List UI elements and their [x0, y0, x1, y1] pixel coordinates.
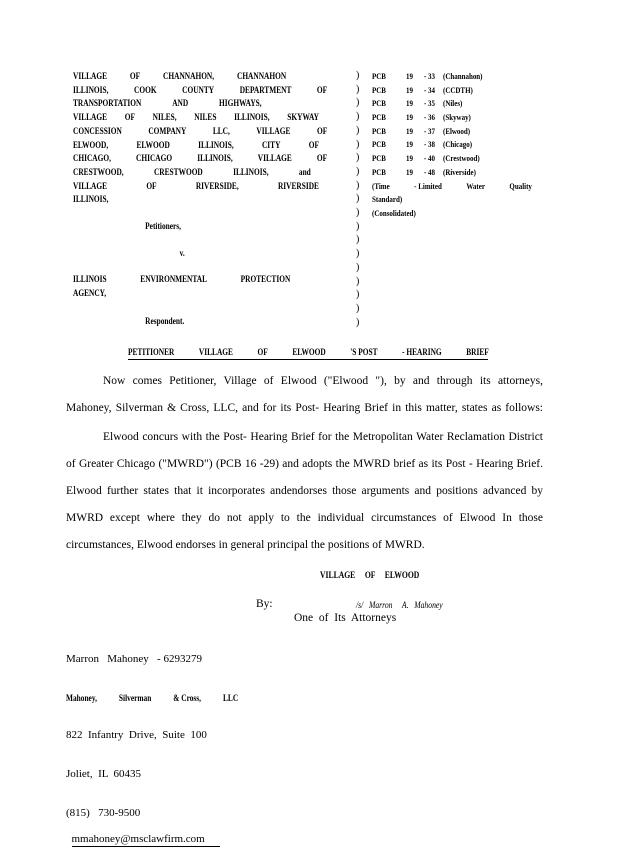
petitioner-word: OF: [129, 71, 141, 81]
petitioner-word: OF: [316, 84, 328, 95]
petitioner-word: ILLINOIS,: [198, 139, 234, 150]
case-number-part: PCB: [372, 125, 386, 136]
petitioner-word: OF: [316, 125, 328, 136]
body-paragraph-1: [66, 368, 543, 422]
case-number-part: (Chicago): [442, 139, 473, 150]
petitioner-line: [73, 180, 319, 194]
case-number-part: - 48: [423, 166, 436, 177]
petitioner-line: [73, 139, 319, 153]
case-number-part: - 40: [423, 153, 436, 164]
respondent-line: [73, 287, 122, 301]
title-word: 'S POST: [350, 347, 378, 357]
case-number-part: PCB: [372, 98, 386, 109]
petitioner-word: ILLINOIS,: [73, 84, 109, 95]
caption-paren: ): [356, 207, 360, 219]
petitioner-word: ILLINOIS,: [233, 166, 269, 177]
petitioner-line: [73, 125, 327, 139]
caption-paren: ): [356, 289, 360, 301]
case-number-part: 19: [405, 71, 413, 81]
petitioner-word: VILLAGE: [257, 153, 292, 164]
petitioner-word: CHANNAHON,: [163, 71, 215, 81]
petitioner-word: AND: [172, 98, 189, 109]
petitioner-word: NILES,: [152, 112, 177, 123]
email-link[interactable]: mmahoney@msclawfirm.com: [72, 833, 220, 847]
caption-paren: ): [356, 83, 360, 95]
p2-line-2: of Greater Chicago ("MWRD") (PCB 16 -29) and adopts the MWRD brief as its Post - Hearing Brief.: [66, 458, 543, 470]
respondent-word: ENVIRONMENTAL: [140, 274, 208, 285]
caption-paren: ): [356, 179, 360, 191]
petitioner-line: [73, 193, 122, 207]
firm-word: Silverman: [118, 693, 152, 703]
petitioner-word: DEPARTMENT: [239, 84, 292, 95]
p2-line-4: MWRD except where they do not apply to the individual circumstances of Elwood In those: [66, 512, 543, 524]
petitioner-word: VILLAGE: [73, 71, 108, 81]
petitioner-word: CITY: [261, 139, 281, 150]
by-label: By:: [256, 598, 273, 610]
case-note-word: Water: [466, 180, 485, 191]
petitioner-word: CRESTWOOD: [153, 166, 203, 177]
title-word: OF: [257, 347, 268, 357]
case-number-part: - 34: [423, 84, 436, 95]
respondent-label: Respondent.: [145, 315, 185, 326]
case-number-line: [372, 111, 532, 125]
case-note-word: (Time: [372, 180, 390, 191]
title-word: - HEARING: [402, 347, 442, 357]
case-note-line: [372, 193, 421, 207]
petitioner-word: CHICAGO,: [73, 153, 111, 164]
title-word: VILLAGE: [198, 347, 233, 357]
petitioner-word: CRESTWOOD,: [73, 166, 124, 177]
case-number-part: (Crestwood): [442, 153, 480, 164]
p1-line-1: Now comes Petitioner, Village of Elwood ("Elwood "), by and through its attorneys,: [103, 375, 543, 387]
caption-petitioners: [73, 70, 374, 329]
caption-paren: ): [356, 316, 360, 328]
firm-word: LLC: [222, 693, 239, 703]
petitioner-word: CHICAGO: [136, 153, 173, 164]
petitioner-line: [73, 70, 286, 84]
petitioner-word: OF: [316, 153, 328, 164]
petitioner-word: RIVERSIDE: [277, 180, 319, 191]
attorney-block: [66, 627, 276, 847]
caption-paren-column: [356, 69, 359, 329]
petitioner-line: [73, 152, 327, 166]
petitioner-word: ELWOOD,: [73, 139, 109, 150]
petitioner-word: COOK: [134, 84, 157, 95]
case-number-part: 19: [405, 166, 413, 177]
p1-line-2: Mahoney, Silverman & Cross, LLC, and for its Post- Hearing Brief in this matter, states as follows:: [66, 402, 543, 414]
firm-word: & Cross,: [173, 693, 202, 703]
respondent-names: [73, 273, 374, 300]
case-number-part: PCB: [372, 166, 386, 177]
case-number-part: - 37: [423, 125, 436, 136]
petitioner-word: SKYWAY: [287, 112, 319, 123]
versus-label: v.: [179, 247, 185, 258]
case-number-part: 19: [405, 98, 413, 109]
petitioner-word: TRANSPORTATION: [73, 98, 142, 109]
respondent-word: ILLINOIS: [73, 274, 107, 285]
petitioner-word: RIVERSIDE,: [195, 180, 239, 191]
caption-paren: ): [356, 261, 360, 273]
petitioner-word: OF: [124, 112, 135, 123]
petitioner-word: COMPANY: [148, 125, 187, 136]
case-number-part: PCB: [372, 84, 386, 95]
case-number-part: (Skyway): [442, 112, 471, 123]
petitioner-word: ILLINOIS,: [234, 112, 270, 123]
respondent-line: [73, 273, 290, 287]
respondent-word: PROTECTION: [240, 274, 291, 285]
case-number-part: 19: [405, 112, 413, 123]
petitioner-word: and: [298, 166, 311, 177]
p2-line-3: Elwood further states that it incorporates andendorses those arguments and positions advanced by: [66, 485, 543, 497]
petitioner-word: CONCESSION: [73, 125, 122, 136]
case-note-word: - Limited: [414, 180, 442, 191]
petitioner-line: [73, 166, 311, 180]
title-word: BRIEF: [466, 347, 489, 357]
title-word: PETITIONER: [128, 347, 175, 357]
address-line-1: 822 Infantry Drive, Suite 100: [66, 729, 207, 741]
petitioners-label: Petitioners,: [145, 221, 182, 232]
case-note-word: Standard): [372, 194, 403, 205]
case-number-part: - 38: [423, 139, 436, 150]
case-number-part: PCB: [372, 112, 386, 123]
petitioner-word: ELWOOD: [136, 139, 170, 150]
case-number-part: 19: [405, 153, 413, 164]
petitioner-word: ILLINOIS,: [73, 194, 109, 205]
case-number-part: (CCDTH): [442, 84, 473, 95]
case-number-line: [372, 70, 532, 84]
firm-name: [66, 692, 238, 705]
p2-line-1: Elwood concurs with the Post- Hearing Brief for the Metropolitan Water Reclamation District: [103, 431, 543, 443]
case-number-part: (Channahon): [442, 71, 483, 81]
address-line-2: Joliet, IL 60435: [66, 768, 142, 780]
title-word: ELWOOD: [292, 347, 326, 357]
case-number-line: [372, 152, 532, 166]
firm-word: Mahoney,: [66, 693, 97, 703]
respondent-word: AGENCY,: [73, 288, 107, 299]
petitioner-word: COUNTY: [182, 84, 215, 95]
caption-paren: ): [356, 275, 360, 287]
case-numbers: [372, 70, 532, 180]
body-paragraph-2: [66, 424, 543, 559]
case-number-line: [372, 84, 532, 98]
case-number-part: - 33: [423, 71, 436, 81]
petitioner-names: [73, 70, 374, 207]
petitioner-word: VILLAGE: [73, 180, 108, 191]
petitioner-line: [73, 84, 327, 98]
case-number-part: 19: [405, 125, 413, 136]
petitioner-line: [73, 97, 262, 111]
case-number-part: PCB: [372, 139, 386, 150]
caption-paren: ): [356, 138, 360, 150]
petitioner-word: CHANNAHON: [236, 71, 287, 81]
case-number-part: - 35: [423, 98, 436, 109]
caption-paren: ): [356, 111, 360, 123]
petitioner-word: VILLAGE: [73, 112, 108, 123]
petitioner-word: LLC,: [212, 125, 230, 136]
caption-paren: ): [356, 152, 360, 164]
case-number-part: PCB: [372, 71, 386, 81]
caption-paren: ): [356, 302, 360, 314]
petitioner-word: NILES: [194, 112, 217, 123]
caption-paren: ): [356, 248, 360, 260]
case-note: [372, 180, 532, 221]
petitioner-word: HIGHWAYS,: [219, 98, 262, 109]
caption-paren: ): [356, 124, 360, 136]
caption-paren: ): [356, 234, 360, 246]
case-number-part: (Riverside): [442, 166, 476, 177]
case-number-part: 19: [405, 139, 413, 150]
phone: (815) 730-9500: [66, 807, 141, 819]
petitioner-line: [73, 111, 319, 125]
case-number-line: [372, 97, 532, 111]
case-number-line: [372, 166, 532, 180]
petitioner-word: ILLINOIS,: [197, 153, 233, 164]
signature-role: One of Its Attorneys: [294, 612, 397, 624]
signature-line: /s/ Marron A. Mahoney: [356, 600, 443, 610]
petitioner-word: VILLAGE: [256, 125, 291, 136]
case-number-part: 19: [405, 84, 413, 95]
case-number-block: [372, 70, 532, 221]
petitioner-word: OF: [146, 180, 157, 191]
caption-paren: ): [356, 97, 360, 109]
petitioner-word: OF: [308, 139, 319, 150]
case-note-line: [372, 207, 421, 221]
case-number-part: - 36: [423, 112, 436, 123]
case-note-word: (Consolidated): [372, 207, 416, 218]
p2-line-5: circumstances, Elwood endorses in general principal the positions of MWRD.: [66, 539, 425, 551]
case-number-line: [372, 138, 532, 152]
case-number-part: PCB: [372, 153, 386, 164]
doc-title: [128, 346, 488, 360]
caption-paren: ): [356, 220, 360, 232]
caption-paren: ): [356, 193, 360, 205]
case-number-part: (Niles): [442, 98, 463, 109]
caption-paren: ): [356, 70, 360, 81]
case-number-line: [372, 125, 532, 139]
caption-paren: ): [356, 165, 360, 177]
signature-org: VILLAGE OF ELWOOD: [320, 570, 420, 580]
case-number-part: (Elwood): [442, 125, 471, 136]
attorney-name: Marron Mahoney - 6293279: [66, 653, 202, 665]
case-note-line: [372, 180, 532, 194]
case-note-word: Quality: [509, 180, 532, 191]
